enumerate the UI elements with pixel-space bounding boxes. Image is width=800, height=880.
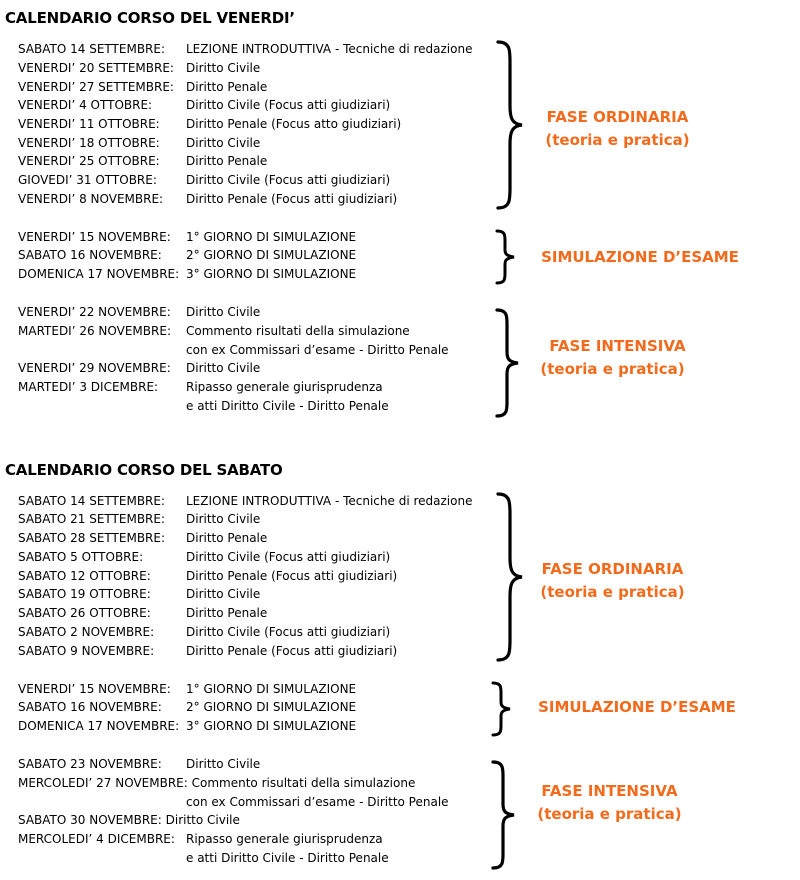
row-content: Diritto Civile xyxy=(186,305,261,319)
row-content: Diritto Penale xyxy=(186,606,268,620)
row-content: 1° GIORNO DI SIMULAZIONE xyxy=(186,230,357,244)
row-content: LEZIONE INTRODUTTIVA - Tecniche di redazione xyxy=(186,494,473,508)
row-content: con ex Commissari d’esame - Diritto Penale xyxy=(186,343,449,357)
row-date: SABATO 2 NOVEMBRE: xyxy=(18,625,155,639)
row-content: Diritto Civile (Focus atti giudiziari) xyxy=(186,173,391,187)
row-date: MARTEDI’ 26 NOVEMBRE: xyxy=(18,324,171,338)
row-date: VENERDI’ 15 NOVEMBRE: xyxy=(18,682,171,696)
phase-sublabel: (teoria e pratica) xyxy=(540,360,685,378)
row-content: Ripasso generale giurisprudenza xyxy=(186,832,383,846)
row-content: Diritto Civile xyxy=(186,587,261,601)
row-content: Diritto Penale (Focus atti giudiziari) xyxy=(186,192,398,206)
row-content: Diritto Penale (Focus atti giudiziari) xyxy=(186,569,398,583)
row-content: Diritto Civile xyxy=(165,813,240,827)
row-content: 2° GIORNO DI SIMULAZIONE xyxy=(186,700,357,714)
row-content: Diritto Penale (Focus atti giudiziari) xyxy=(186,644,398,658)
row-content: Diritto Penale xyxy=(186,154,268,168)
row-content: Diritto Civile xyxy=(186,61,261,75)
row-content: 1° GIORNO DI SIMULAZIONE xyxy=(186,682,357,696)
phase-label: FASE ORDINARIA xyxy=(541,560,684,578)
row-date: MERCOLEDI’ 4 DICEMBRE: xyxy=(18,832,175,846)
row-content: Diritto Penale xyxy=(186,531,268,545)
row-date: VENERDI’ 29 NOVEMBRE: xyxy=(18,361,171,375)
row-date: VENERDI’ 20 SETTEMBRE: xyxy=(18,61,174,75)
row-date: SABATO 16 NOVEMBRE: xyxy=(18,248,162,262)
phase-label: SIMULAZIONE D’ESAME xyxy=(541,248,739,266)
row-content: e atti Diritto Civile - Diritto Penale xyxy=(186,399,389,413)
section-title-venerdi: CALENDARIO CORSO DEL VENERDI’ xyxy=(5,9,295,27)
row-date: MARTEDI’ 3 DICEMBRE: xyxy=(18,380,159,394)
row-content: Diritto Penale xyxy=(186,80,268,94)
row-date: SABATO 19 OTTOBRE: xyxy=(18,587,151,601)
row-content: Commento risultati della simulazione xyxy=(191,776,416,790)
curly-brace-icon xyxy=(492,229,518,285)
row-content: Diritto Civile xyxy=(186,136,261,150)
schedule-row xyxy=(18,774,415,793)
row-content: Diritto Civile (Focus atti giudiziari) xyxy=(186,98,391,112)
row-content: LEZIONE INTRODUTTIVA - Tecniche di redazione xyxy=(186,42,473,56)
row-date: SABATO 21 SETTEMBRE: xyxy=(18,512,166,526)
row-date: SABATO 9 NOVEMBRE: xyxy=(18,644,155,658)
phase-label: SIMULAZIONE D’ESAME xyxy=(538,698,736,716)
row-date: VENERDI’ 22 NOVEMBRE: xyxy=(18,305,171,319)
row-content: Diritto Civile xyxy=(186,512,261,526)
row-date: SABATO 14 SETTEMBRE: xyxy=(18,42,166,56)
phase-label: FASE INTENSIVA xyxy=(541,782,678,800)
row-date: DOMENICA 17 NOVEMBRE: xyxy=(18,719,180,733)
row-date: VENERDI’ 27 SETTEMBRE: xyxy=(18,80,174,94)
row-content: con ex Commissari d’esame - Diritto Penale xyxy=(186,795,449,809)
row-date: DOMENICA 17 NOVEMBRE: xyxy=(18,267,180,281)
phase-sublabel: (teoria e pratica) xyxy=(545,131,690,149)
row-content: Diritto Civile (Focus atti giudiziari) xyxy=(186,625,391,639)
schedule-row xyxy=(18,811,240,830)
section-title-sabato: CALENDARIO CORSO DEL SABATO xyxy=(5,461,283,479)
row-date: MERCOLEDI’ 27 NOVEMBRE: xyxy=(18,776,188,790)
phase-label: FASE INTENSIVA xyxy=(549,337,686,355)
row-date: SABATO 23 NOVEMBRE: xyxy=(18,757,162,771)
phase-label: FASE ORDINARIA xyxy=(546,108,689,126)
row-date: SABATO 16 NOVEMBRE: xyxy=(18,700,162,714)
row-content: Diritto Civile xyxy=(186,361,261,375)
row-date: VENERDI’ 15 NOVEMBRE: xyxy=(18,230,171,244)
row-date: VENERDI’ 25 OTTOBRE: xyxy=(18,154,160,168)
row-content: Diritto Civile (Focus atti giudiziari) xyxy=(186,550,391,564)
row-date: SABATO 12 OTTOBRE: xyxy=(18,569,151,583)
phase-sublabel: (teoria e pratica) xyxy=(540,583,685,601)
row-content: Diritto Penale (Focus atto giudiziari) xyxy=(186,117,402,131)
row-content: Ripasso generale giurisprudenza xyxy=(186,380,383,394)
row-date: SABATO 14 SETTEMBRE: xyxy=(18,494,166,508)
curly-brace-icon xyxy=(488,681,514,737)
row-date: GIOVEDI’ 31 OTTOBRE: xyxy=(18,173,157,187)
row-date: SABATO 30 NOVEMBRE: xyxy=(18,813,162,827)
row-date: VENERDI’ 18 OTTOBRE: xyxy=(18,136,160,150)
row-content: Diritto Civile xyxy=(186,757,261,771)
row-date: VENERDI’ 4 OTTOBRE: xyxy=(18,98,153,112)
row-date: SABATO 5 OTTOBRE: xyxy=(18,550,144,564)
row-content: Commento risultati della simulazione xyxy=(186,324,410,338)
row-content: 3° GIORNO DI SIMULAZIONE xyxy=(186,719,357,733)
row-date: SABATO 26 OTTOBRE: xyxy=(18,606,151,620)
row-date: VENERDI’ 11 OTTOBRE: xyxy=(18,117,160,131)
row-content: 3° GIORNO DI SIMULAZIONE xyxy=(186,267,357,281)
row-content: 2° GIORNO DI SIMULAZIONE xyxy=(186,248,357,262)
row-content: e atti Diritto Civile - Diritto Penale xyxy=(186,851,389,865)
row-date: VENERDI’ 8 NOVEMBRE: xyxy=(18,192,164,206)
row-date: SABATO 28 SETTEMBRE: xyxy=(18,531,166,545)
phase-sublabel: (teoria e pratica) xyxy=(537,805,682,823)
